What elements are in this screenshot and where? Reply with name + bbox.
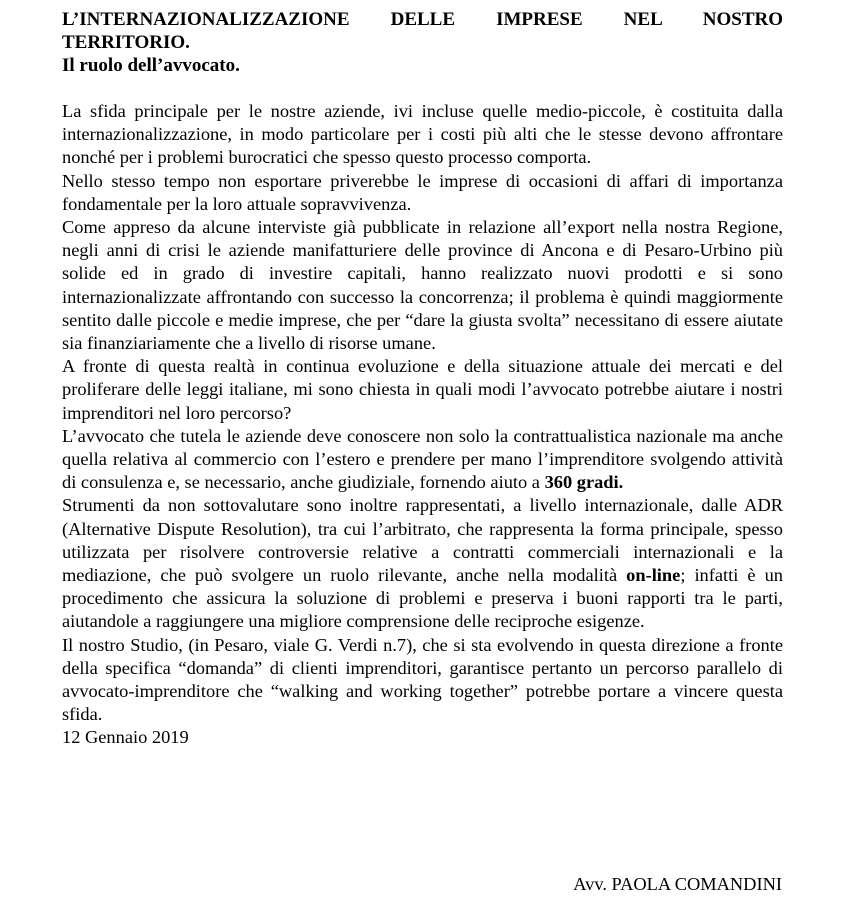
title-line-2: TERRITORIO. bbox=[62, 32, 190, 53]
paragraph-6-text-b: ; infatti è un procedimento che assicura la soluzione di problemi e preserva i buoni rapporti tra le parti, aiutandole a raggiungere una migliore comprensione delle reciproche esigenze. bbox=[62, 565, 783, 632]
paragraph-3: Come appreso da alcune interviste già pubblicate in relazione all’export nella nostra Regione, negli anni di crisi le aziende manifatturiere delle province di Ancona e di Pesaro-Urbino più solide ed in grado di investire capitali, hanno realizzato nuovi prodotti e si sono internazionalizzate affrontando con successo la concorrenza; il problema è quindi maggiormente sentito dalle piccole e medie imprese, che per “dare la giusta svolta” necessitano di essere aiutate sia finanziariamente che a livello di risorse umane. bbox=[62, 217, 783, 354]
paragraph-6-text-a: Strumenti da non sottovalutare sono inoltre rappresentati, a livello internazionale, dalle ADR (Alternative Dispute Resolution), tra cui l’arbitrato, che rappresenta la forma principale, spesso utilizzata per risolvere controversie relative a contratti commerciali internazionali e la mediazione, che può svolgere un ruolo rilevante, anche nella modalità bbox=[62, 495, 783, 586]
document-title bbox=[62, 8, 783, 54]
paragraph-4: A fronte di questa realtà in continua evoluzione e della situazione attuale dei mercati e del proliferare delle leggi italiane, mi sono chiesta in quali modi l’avvocato potrebbe aiutare i nostri imprenditori nel loro percorso? bbox=[62, 356, 783, 423]
paragraph-5-bold: 360 gradi. bbox=[544, 472, 624, 493]
title-line-1: L’INTERNAZIONALIZZAZIONE DELLE IMPRESE NEL NOSTRO bbox=[62, 9, 783, 30]
paragraph-5 bbox=[62, 425, 783, 495]
signature: Avv. PAOLA COMANDINI bbox=[573, 874, 782, 894]
document-date: 12 Gennaio 2019 bbox=[62, 727, 189, 748]
document-body bbox=[62, 100, 783, 726]
paragraph-1: La sfida principale per le nostre aziende, ivi incluse quelle medio-piccole, è costituita dalla internazionalizzazione, in modo particolare per i costi più alti che le stesse devono affrontare nonché per i problemi burocratici che spesso questo processo comporta. bbox=[62, 101, 783, 168]
paragraph-6-bold: on-line bbox=[626, 565, 681, 586]
paragraph-6 bbox=[62, 494, 783, 633]
paragraph-7: Il nostro Studio, (in Pesaro, viale G. Verdi n.7), che si sta evolvendo in questa direzione a fronte della specifica “domanda” di clienti imprenditori, garantisce pertanto un percorso parallelo di avvocato-imprenditore che “walking and working together” potrebbe portare a vincere questa sfida. bbox=[62, 634, 783, 725]
paragraph-2: Nello stesso tempo non esportare priverebbe le imprese di occasioni di affari di importanza fondamentale per la loro attuale sopravvivenza. bbox=[62, 170, 783, 214]
paragraph-5-text: L’avvocato che tutela le aziende deve conoscere non solo la contrattualistica nazionale ma anche quella relativa al commercio con l’estero e prendere per mano l’imprenditore svolgendo attività di consulenza e, se necessario, anche giudiziale, fornendo aiuto a bbox=[62, 425, 783, 493]
document-subtitle: Il ruolo dell’avvocato. bbox=[62, 55, 240, 76]
